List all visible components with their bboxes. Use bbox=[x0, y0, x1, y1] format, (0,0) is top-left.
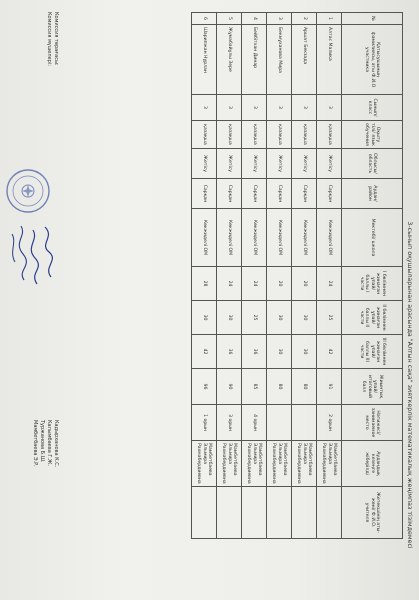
district-cell: Сарқан bbox=[217, 179, 242, 209]
grade-cell: 3 bbox=[267, 95, 292, 121]
empty-cell bbox=[292, 487, 317, 539]
part3-score: 36 bbox=[242, 335, 267, 369]
language-cell: қазақша bbox=[292, 121, 317, 149]
school-cell: Көкжиделі ОМ bbox=[242, 209, 267, 267]
header-cell: II бөлімнен жинаған ұпай/ баллы II части bbox=[342, 301, 403, 335]
header-cell: Аудандық кезеңге жіберілді bbox=[342, 441, 403, 487]
district-cell: Сарқан bbox=[267, 179, 292, 209]
part2-score: 30 bbox=[192, 301, 217, 335]
participant-name: Аршат Бекзада bbox=[292, 25, 317, 95]
part1-score: 24 bbox=[242, 267, 267, 301]
table-row bbox=[192, 13, 217, 539]
part1-score: 20 bbox=[292, 267, 317, 301]
grade-cell: 3 bbox=[192, 95, 217, 121]
commission-name: Калымбаева Г.Ж. bbox=[46, 420, 52, 466]
row-number: 6 bbox=[192, 13, 217, 25]
part3-score: 42 bbox=[317, 335, 342, 369]
table-row bbox=[217, 13, 242, 539]
table-row bbox=[242, 13, 267, 539]
part1-score: 28 bbox=[192, 267, 217, 301]
language-cell: қазақша bbox=[317, 121, 342, 149]
header-cell: I бөлімнен жинаған ұпай/ баллы I части bbox=[342, 267, 403, 301]
header-cell: III бөлімнен жинаған ұпай/ баллы III части bbox=[342, 335, 403, 369]
teacher-cell: Мамбетбаева Эльмира Рахмабердиевна bbox=[267, 441, 292, 487]
language-cell: қазақша bbox=[242, 121, 267, 149]
commission-name: Мамбетбаева Э.Р. bbox=[32, 420, 38, 467]
district-cell: Сарқан bbox=[242, 179, 267, 209]
participant-name: Бейбітхан Динар bbox=[242, 25, 267, 95]
part2-score: 30 bbox=[292, 301, 317, 335]
row-number: 1 bbox=[317, 13, 342, 25]
footer-names bbox=[31, 420, 59, 467]
total-score: 96 bbox=[192, 369, 217, 405]
header-cell: № bbox=[342, 13, 403, 25]
total-score: 90 bbox=[217, 369, 242, 405]
header-cell: Сынып/ класс bbox=[342, 95, 403, 121]
commission-name: Туржанова Б.Ш. bbox=[39, 420, 45, 463]
empty-cell bbox=[192, 487, 217, 539]
part2-score: 30 bbox=[267, 301, 292, 335]
total-score: 91 bbox=[317, 369, 342, 405]
school-cell: Көкжиделі ОМ bbox=[267, 209, 292, 267]
district-cell: Сарқан bbox=[192, 179, 217, 209]
signatures bbox=[7, 222, 57, 292]
region-cell: Жетісу bbox=[242, 149, 267, 179]
part3-score: 42 bbox=[192, 335, 217, 369]
total-score: 85 bbox=[242, 369, 267, 405]
official-stamp bbox=[5, 168, 51, 214]
header-cell: Жетекшінің аты-жөні/ Ф.И.О. учителя bbox=[342, 487, 403, 539]
row-number: 2 bbox=[292, 13, 317, 25]
district-cell: Сарқан bbox=[292, 179, 317, 209]
language-cell: қазақша bbox=[267, 121, 292, 149]
part2-score: 25 bbox=[317, 301, 342, 335]
total-score: 80 bbox=[292, 369, 317, 405]
part2-score: 25 bbox=[242, 301, 267, 335]
footer-roles bbox=[45, 12, 59, 66]
region-cell: Жетісу bbox=[267, 149, 292, 179]
school-cell: Көкжиделі ОМ bbox=[292, 209, 317, 267]
participant-name: Алтас Малика bbox=[317, 25, 342, 95]
table-row bbox=[267, 13, 292, 539]
place-cell: 2 орын bbox=[317, 405, 342, 441]
commission-chair-label: Комиссия төрағасы: bbox=[53, 12, 59, 66]
empty-cell bbox=[317, 487, 342, 539]
empty-cell bbox=[267, 487, 292, 539]
part3-score: 36 bbox=[217, 335, 242, 369]
part1-score: 24 bbox=[317, 267, 342, 301]
part3-score: 30 bbox=[267, 335, 292, 369]
district-cell: Сарқан bbox=[317, 179, 342, 209]
empty-cell bbox=[242, 487, 267, 539]
results-table bbox=[191, 12, 403, 539]
teacher-cell: Мамбетбаева Эльмира Рахмабердиевна bbox=[242, 441, 267, 487]
part2-score: 30 bbox=[217, 301, 242, 335]
participant-name: Бекмұханова Мира bbox=[267, 25, 292, 95]
part1-score: 20 bbox=[267, 267, 292, 301]
total-score: 80 bbox=[267, 369, 292, 405]
part1-score: 24 bbox=[217, 267, 242, 301]
school-cell: Көкжиделі ОМ bbox=[217, 209, 242, 267]
commission-members-label: Комиссия мүшелері: bbox=[46, 12, 52, 66]
school-cell: Көкжиделі ОМ bbox=[192, 209, 217, 267]
grade-cell: 3 bbox=[217, 95, 242, 121]
region-cell: Жетісу bbox=[292, 149, 317, 179]
region-cell: Жетісу bbox=[192, 149, 217, 179]
region-cell: Жетісу bbox=[217, 149, 242, 179]
document-heading: 3-сынып оқушыларынан арасында "Алтын сақа" зияткерлік математикалық жеңімпаз тізімдемесі bbox=[406, 221, 413, 549]
place-cell bbox=[267, 405, 292, 441]
teacher-cell: Мамбетбаева Эльмира Рахмабердиевна bbox=[317, 441, 342, 487]
header-row bbox=[342, 13, 403, 539]
header-cell: Облысы/ область bbox=[342, 149, 403, 179]
table-row bbox=[292, 13, 317, 539]
table-row bbox=[317, 13, 342, 539]
grade-cell: 3 bbox=[242, 95, 267, 121]
header-cell: Жиынтық ұпай/ итоговый балл bbox=[342, 369, 403, 405]
row-number: 4 bbox=[242, 13, 267, 25]
place-cell: 3 орын bbox=[217, 405, 242, 441]
place-cell: 4 орын bbox=[242, 405, 267, 441]
commission-name: Кадырханова К.С. bbox=[53, 420, 59, 468]
participant-name: Жұмабайұлы Зере bbox=[217, 25, 242, 95]
place-cell bbox=[292, 405, 317, 441]
grade-cell: 3 bbox=[292, 95, 317, 121]
language-cell: қазақша bbox=[192, 121, 217, 149]
part3-score: 30 bbox=[292, 335, 317, 369]
header-cell: Қатысушының фамилиясы, аты Ф.И.О участника bbox=[342, 25, 403, 95]
header-cell: Нәтижесі/ занимаемое место bbox=[342, 405, 403, 441]
teacher-cell: Мамбетбаева Эльмира Рахмабердиевна bbox=[217, 441, 242, 487]
header-cell: Оқыту тілі/ язык обучения bbox=[342, 121, 403, 149]
language-cell: қазақша bbox=[217, 121, 242, 149]
region-cell: Жетісу bbox=[317, 149, 342, 179]
grade-cell: 3 bbox=[317, 95, 342, 121]
empty-cell bbox=[217, 487, 242, 539]
row-number: 3 bbox=[267, 13, 292, 25]
row-number: 5 bbox=[217, 13, 242, 25]
header-cell: Мектебі/ школа bbox=[342, 209, 403, 267]
teacher-cell: Мамбетбаева Эльмира Рахмабердиевна bbox=[292, 441, 317, 487]
header-cell: Аудан/ район bbox=[342, 179, 403, 209]
teacher-cell: Мамбетбаева Эльмира Рахмабердиевна bbox=[192, 441, 217, 487]
participant-name: Шарипжан Нұрлан bbox=[192, 25, 217, 95]
place-cell: 1 орын bbox=[192, 405, 217, 441]
school-cell: Көкжиделі ОМ bbox=[317, 209, 342, 267]
